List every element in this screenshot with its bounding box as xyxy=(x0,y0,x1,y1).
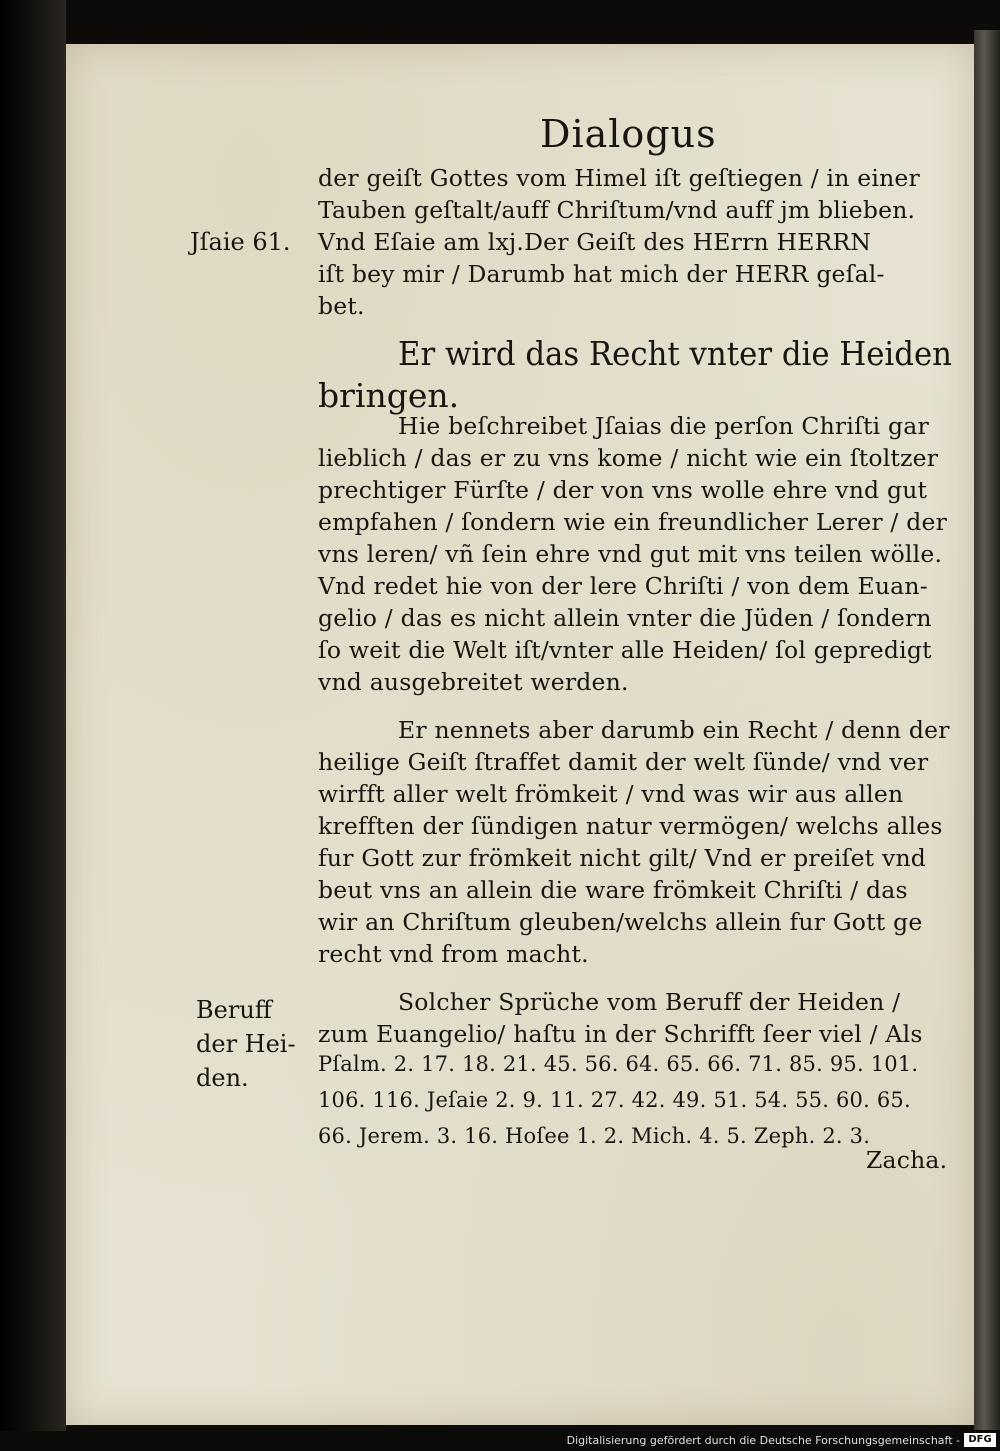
text-line: zum Euangelio/ haſtu in der Schrifft ſeer viel / Als xyxy=(318,1020,923,1048)
margin-note-isaiah: Jſaie 61. xyxy=(190,228,291,256)
text-line: 106. 116. Jeſaie 2. 9. 11. 27. 42. 49. 51. 54. 55. 60. 65. xyxy=(318,1088,911,1112)
text-line: iſt bey mir / Darumb hat mich der HERR geſal- xyxy=(318,260,885,288)
section-heading: Er wird das Recht vnter die Heiden xyxy=(398,334,952,373)
text-line: vnd ausgebreitet werden. xyxy=(318,668,629,696)
text-line: prechtiger Fürſte / der von vns wolle ehre vnd gut xyxy=(318,476,928,504)
text-line: wir an Chriſtum gleuben/welchs allein fur Gott ge xyxy=(318,908,923,936)
margin-note-beruff: den. xyxy=(196,1064,249,1092)
book-spine xyxy=(0,0,66,1451)
text-line: krefften der ſündigen natur vermögen/ welchs alles xyxy=(318,812,943,840)
page-edge xyxy=(974,30,1000,1430)
text-line: Hie beſchreibet Jſaias die perſon Chriſti gar xyxy=(398,412,929,440)
text-line: Tauben geſtalt/auff Chriſtum/vnd auff jm blieben. xyxy=(318,196,916,224)
text-line: vns leren/ vñ ſein ehre vnd gut mit vns teilen wölle. xyxy=(318,540,943,568)
text-line: fur Gott zur frömkeit nicht gilt/ Vnd er preiſet vnd xyxy=(318,844,927,872)
footer-credit: Digitalisierung gefördert durch die Deutsche Forschungsgemeinschaft - xyxy=(566,1434,960,1447)
text-line: bet. xyxy=(318,292,365,320)
text-line: heilige Geiſt ſtraffet damit der welt ſünde/ vnd ver xyxy=(318,748,929,776)
text-line: Solcher Sprüche vom Beruff der Heiden / xyxy=(398,988,901,1016)
margin-note-beruff: der Hei- xyxy=(196,1030,296,1058)
text-line: gelio / das es nicht allein vnter die Jüden / ſondern xyxy=(318,604,932,632)
text-line: Pſalm. 2. 17. 18. 21. 45. 56. 64. 65. 66. 71. 85. 95. 101. xyxy=(318,1052,919,1076)
text-line: Er nennets aber darumb ein Recht / denn der xyxy=(398,716,950,744)
dfg-logo: DFG xyxy=(964,1433,996,1447)
text-line: recht vnd from macht. xyxy=(318,940,589,968)
text-line: empfahen / ſondern wie ein freundlicher Lerer / der xyxy=(318,508,948,536)
section-heading: bringen. xyxy=(318,376,460,415)
text-line: 66. Jerem. 3. 16. Hoſee 1. 2. Mich. 4. 5. Zeph. 2. 3. xyxy=(318,1124,871,1148)
catchword: Zacha. xyxy=(866,1146,948,1174)
page-header-title: Dialogus xyxy=(540,112,717,156)
text-line: wirfft aller welt frömkeit / vnd was wir aus allen xyxy=(318,780,904,808)
text-line: Vnd redet hie von der lere Chriſti / von dem Euan- xyxy=(318,572,928,600)
text-line: ſo weit die Welt iſt/vnter alle Heiden/ ſol gepredigt xyxy=(318,636,932,664)
margin-note-beruff: Beruff xyxy=(196,996,272,1024)
text-line: Vnd Eſaie am lxj.Der Geiſt des HErrn HERRN xyxy=(318,228,872,256)
text-line: der geiſt Gottes vom Himel iſt geſtiegen / in einer xyxy=(318,164,920,192)
text-line: lieblich / das er zu vns kome / nicht wie ein ſtoltzer xyxy=(318,444,939,472)
text-line: beut vns an allein die ware frömkeit Chriſti / das xyxy=(318,876,908,904)
